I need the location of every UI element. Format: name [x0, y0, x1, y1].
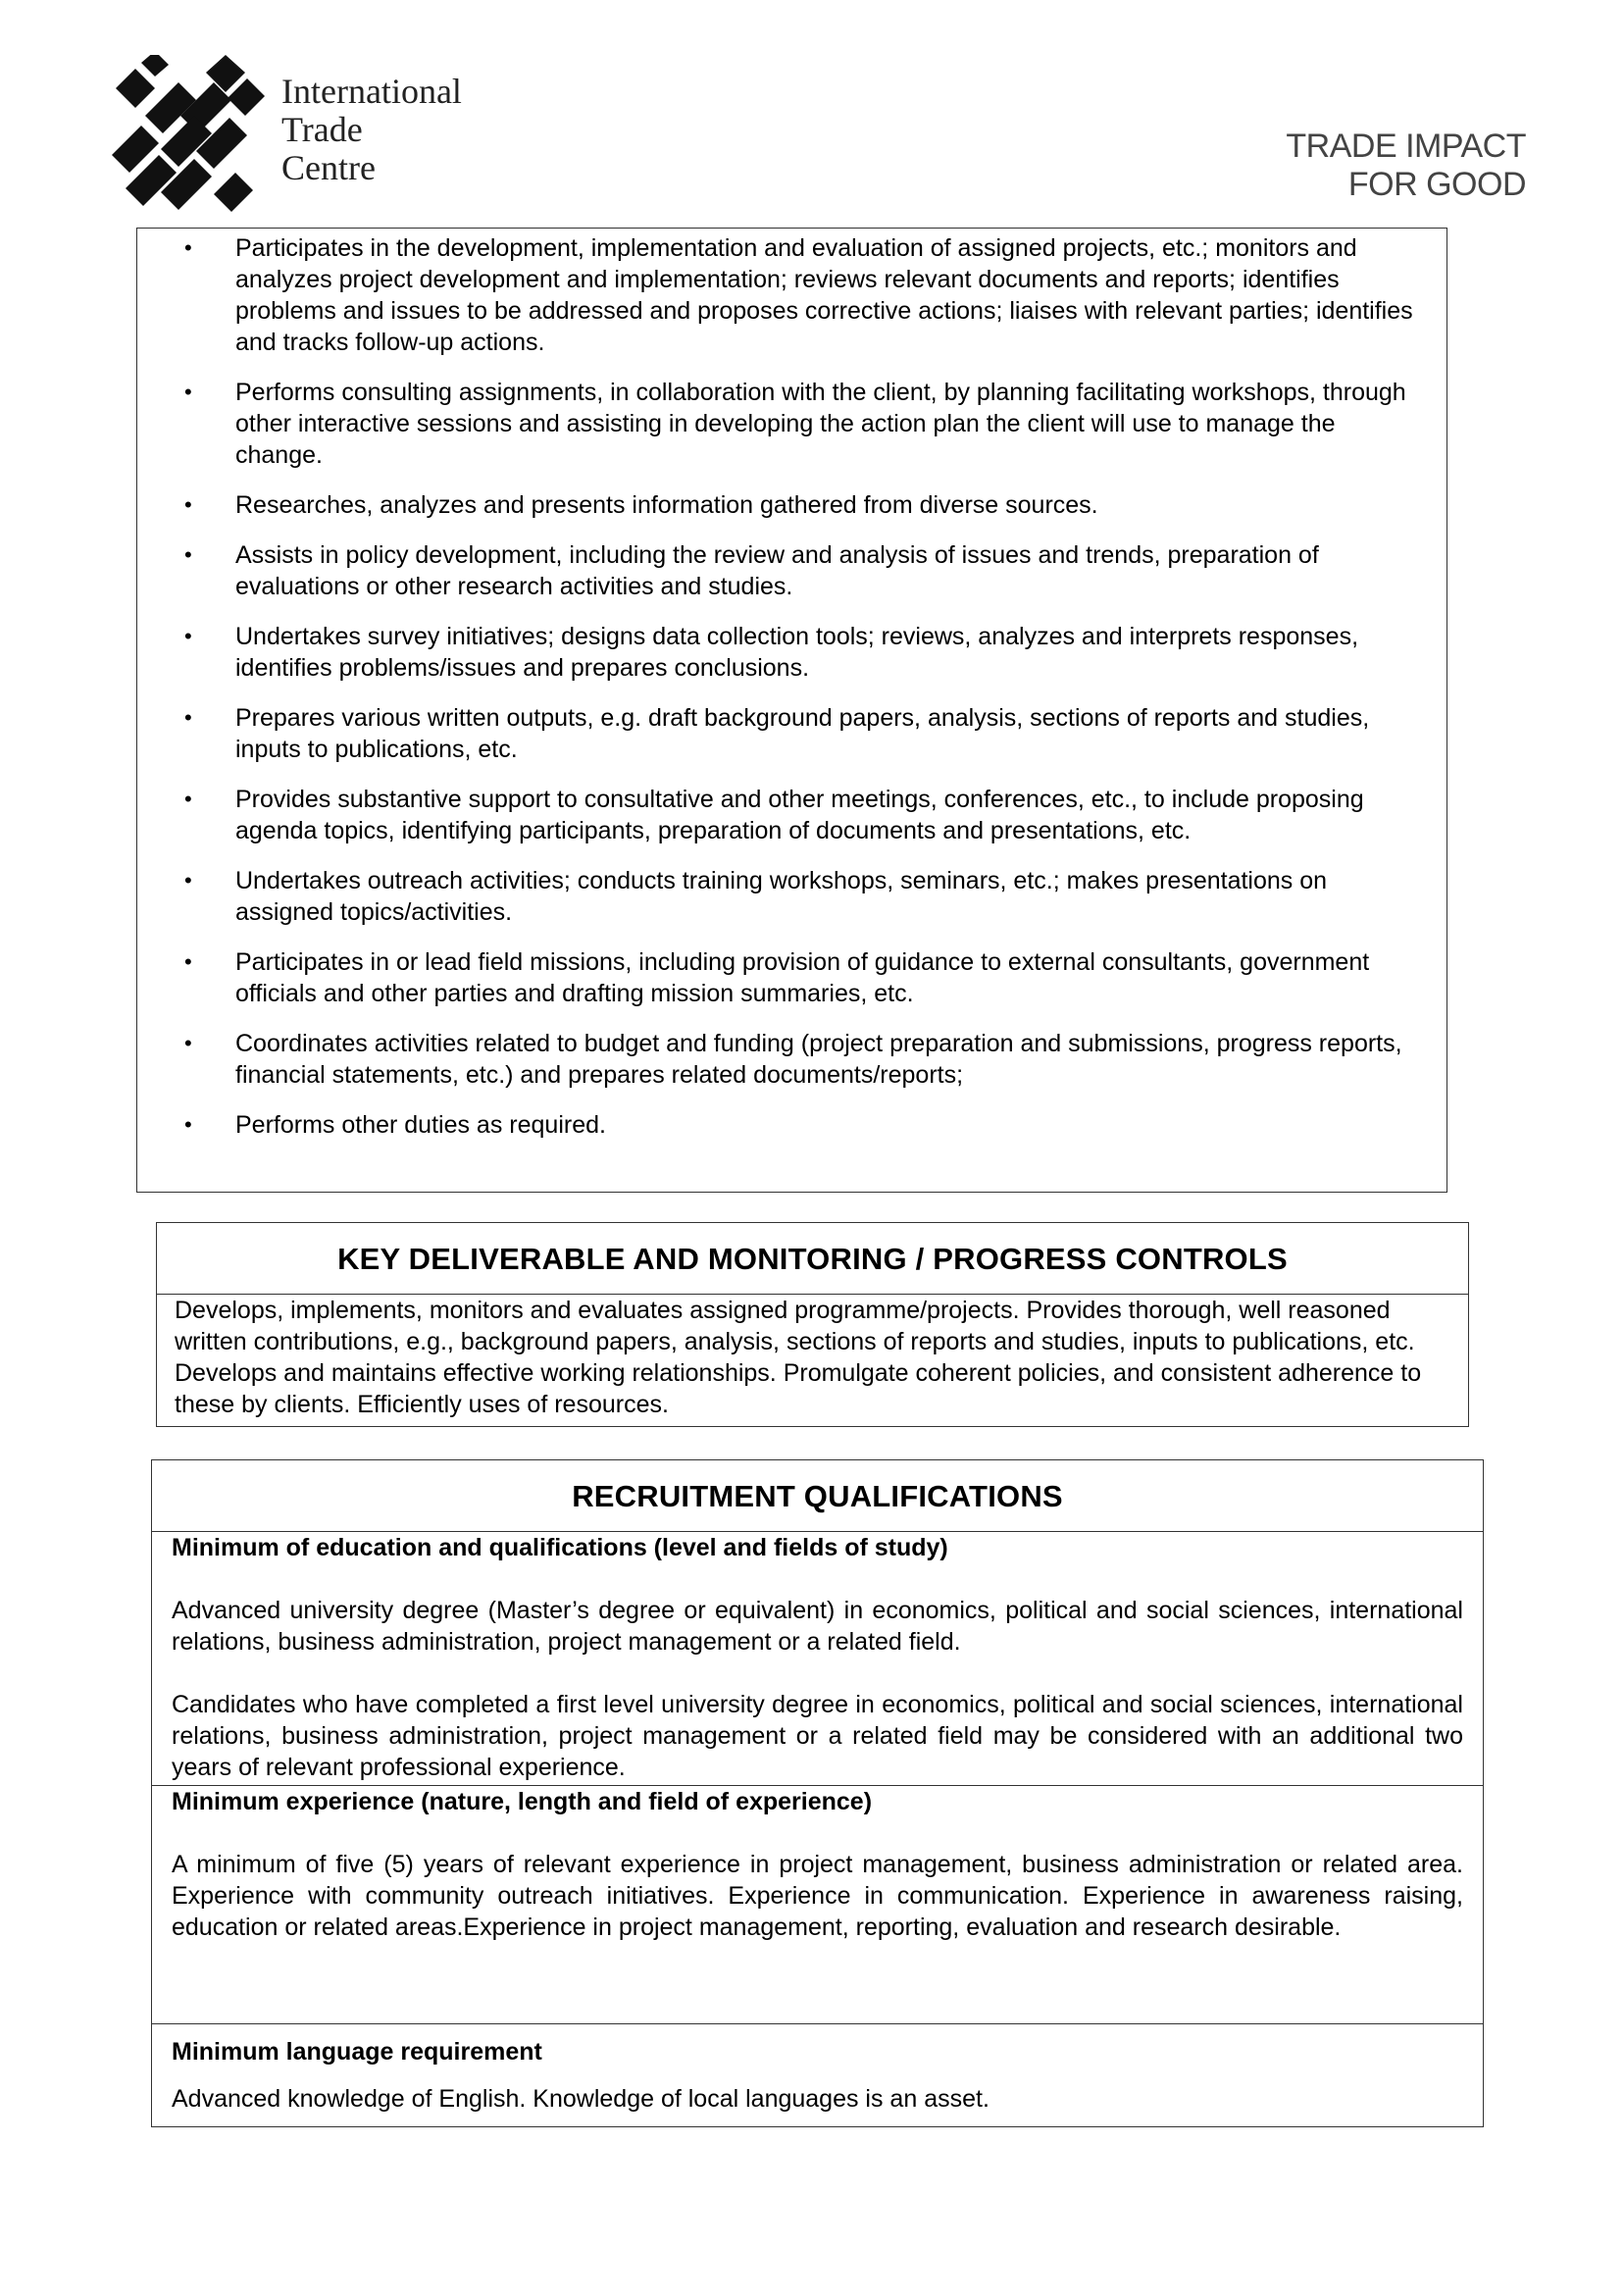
- duty-text: Performs consulting assignments, in collaboration with the client, by planning facilitating workshops, through other interactive sessions and assisting in developing the action plan the client will use to manage the change.: [235, 379, 1406, 469]
- experience-paragraph: A minimum of five (5) years of relevant experience in project management, business administration or related area. Experience with community outreach initiatives. Experience in communication. Experience in awareness raising, education or related areas.Experience in project management, reporting, evaluation and research desirable.: [172, 1851, 1463, 1941]
- bullet-icon: •: [184, 705, 192, 730]
- tagline-line: TRADE IMPACT: [1286, 128, 1526, 165]
- bullet-icon: •: [184, 380, 192, 404]
- duty-text: Coordinates activities related to budget and funding (project preparation and submissions, progress reports, financial statements, etc.) and prepares related documents/reports;: [235, 1030, 1402, 1089]
- deliverables-box: [156, 1222, 1469, 1427]
- duty-item: [137, 702, 1446, 765]
- duty-item: [137, 946, 1446, 1009]
- recruitment-box: [151, 1459, 1484, 2127]
- experience-section: [152, 1786, 1483, 2024]
- bullet-icon: •: [184, 949, 192, 974]
- bullet-icon: •: [184, 235, 192, 260]
- duty-item: [137, 1109, 1446, 1141]
- tagline: [1286, 128, 1526, 204]
- duty-item: [137, 621, 1446, 684]
- org-name-line: Trade: [281, 110, 363, 149]
- duty-item: [137, 232, 1446, 358]
- duty-item: [137, 539, 1446, 602]
- org-name-line: International: [281, 72, 462, 111]
- language-section: [152, 2024, 1483, 2115]
- education-paragraph: Candidates who have completed a first level university degree in economics, political and social sciences, international relations, business administration, project management or a related field may be considered with an additional two years of relevant professional experience.: [172, 1691, 1463, 1781]
- duty-text: Assists in policy development, including the review and analysis of issues and trends, preparation of evaluations or other research activities and studies.: [235, 541, 1319, 600]
- deliverables-text: Develops, implements, monitors and evaluates assigned programme/projects. Provides thorough, well reasoned written contributions, e.g., background papers, analysis, sections of reports and studies, inputs to publications, etc. Develops and maintains effective working relationships. Promulgate coherent policies, and consistent adherence to these by clients. Efficiently uses of resources.: [175, 1297, 1422, 1418]
- bullet-icon: •: [184, 1031, 192, 1055]
- experience-heading: Minimum experience (nature, length and field of experience): [172, 1788, 873, 1815]
- duty-item: [137, 489, 1446, 521]
- duties-list: [137, 232, 1446, 1159]
- bullet-icon: •: [184, 868, 192, 893]
- itc-logo-icon: [112, 55, 265, 214]
- education-paragraph: Advanced university degree (Master’s degree or equivalent) in economics, political and social sciences, international relations, business administration, project management or a related field.: [172, 1597, 1463, 1656]
- recruitment-title: RECRUITMENT QUALIFICATIONS: [152, 1460, 1483, 1532]
- duty-text: Performs other duties as required.: [235, 1111, 606, 1139]
- deliverables-title: KEY DELIVERABLE AND MONITORING / PROGRESS CONTROLS: [157, 1223, 1468, 1295]
- duty-text: Provides substantive support to consultative and other meetings, conferences, etc., to include proposing agenda topics, identifying participants, preparation of documents and presentations, etc.: [235, 786, 1364, 844]
- duty-item: [137, 865, 1446, 928]
- duties-box: [136, 228, 1447, 1193]
- duty-text: Participates in or lead field missions, including provision of guidance to external consultants, government officials and other parties and drafting mission summaries, etc.: [235, 948, 1370, 1007]
- tagline-line: FOR GOOD: [1347, 166, 1526, 203]
- duty-item: [137, 784, 1446, 846]
- bullet-icon: •: [184, 1112, 192, 1137]
- bullet-icon: •: [184, 492, 192, 517]
- duty-text: Prepares various written outputs, e.g. draft background papers, analysis, sections of reports and studies, inputs to publications, etc.: [235, 704, 1370, 763]
- duty-text: Participates in the development, implementation and evaluation of assigned projects, etc.; monitors and analyzes project development and implementation; reviews relevant documents and reports; identifies problems and issues to be addressed and proposes corrective actions; liaises with relevant parties; identifies and tracks follow-up actions.: [235, 234, 1413, 356]
- bullet-icon: •: [184, 542, 192, 567]
- bullet-icon: •: [184, 787, 192, 811]
- duty-item: [137, 377, 1446, 471]
- education-heading: Minimum of education and qualifications (level and fields of study): [172, 1534, 948, 1561]
- duty-item: [137, 1028, 1446, 1091]
- bullet-icon: •: [184, 624, 192, 648]
- language-heading: Minimum language requirement: [172, 2038, 542, 2066]
- duty-text: Undertakes survey initiatives; designs data collection tools; reviews, analyzes and interprets responses, identifies problems/issues and prepares conclusions.: [235, 623, 1359, 682]
- language-paragraph: Advanced knowledge of English. Knowledge of local languages is an asset.: [172, 2085, 990, 2113]
- org-name-line: Centre: [281, 148, 376, 187]
- duty-text: Undertakes outreach activities; conducts training workshops, seminars, etc.; makes presentations on assigned topics/activities.: [235, 867, 1328, 926]
- org-name: [281, 73, 462, 187]
- education-section: [152, 1532, 1483, 1786]
- duty-text: Researches, analyzes and presents information gathered from diverse sources.: [235, 491, 1098, 519]
